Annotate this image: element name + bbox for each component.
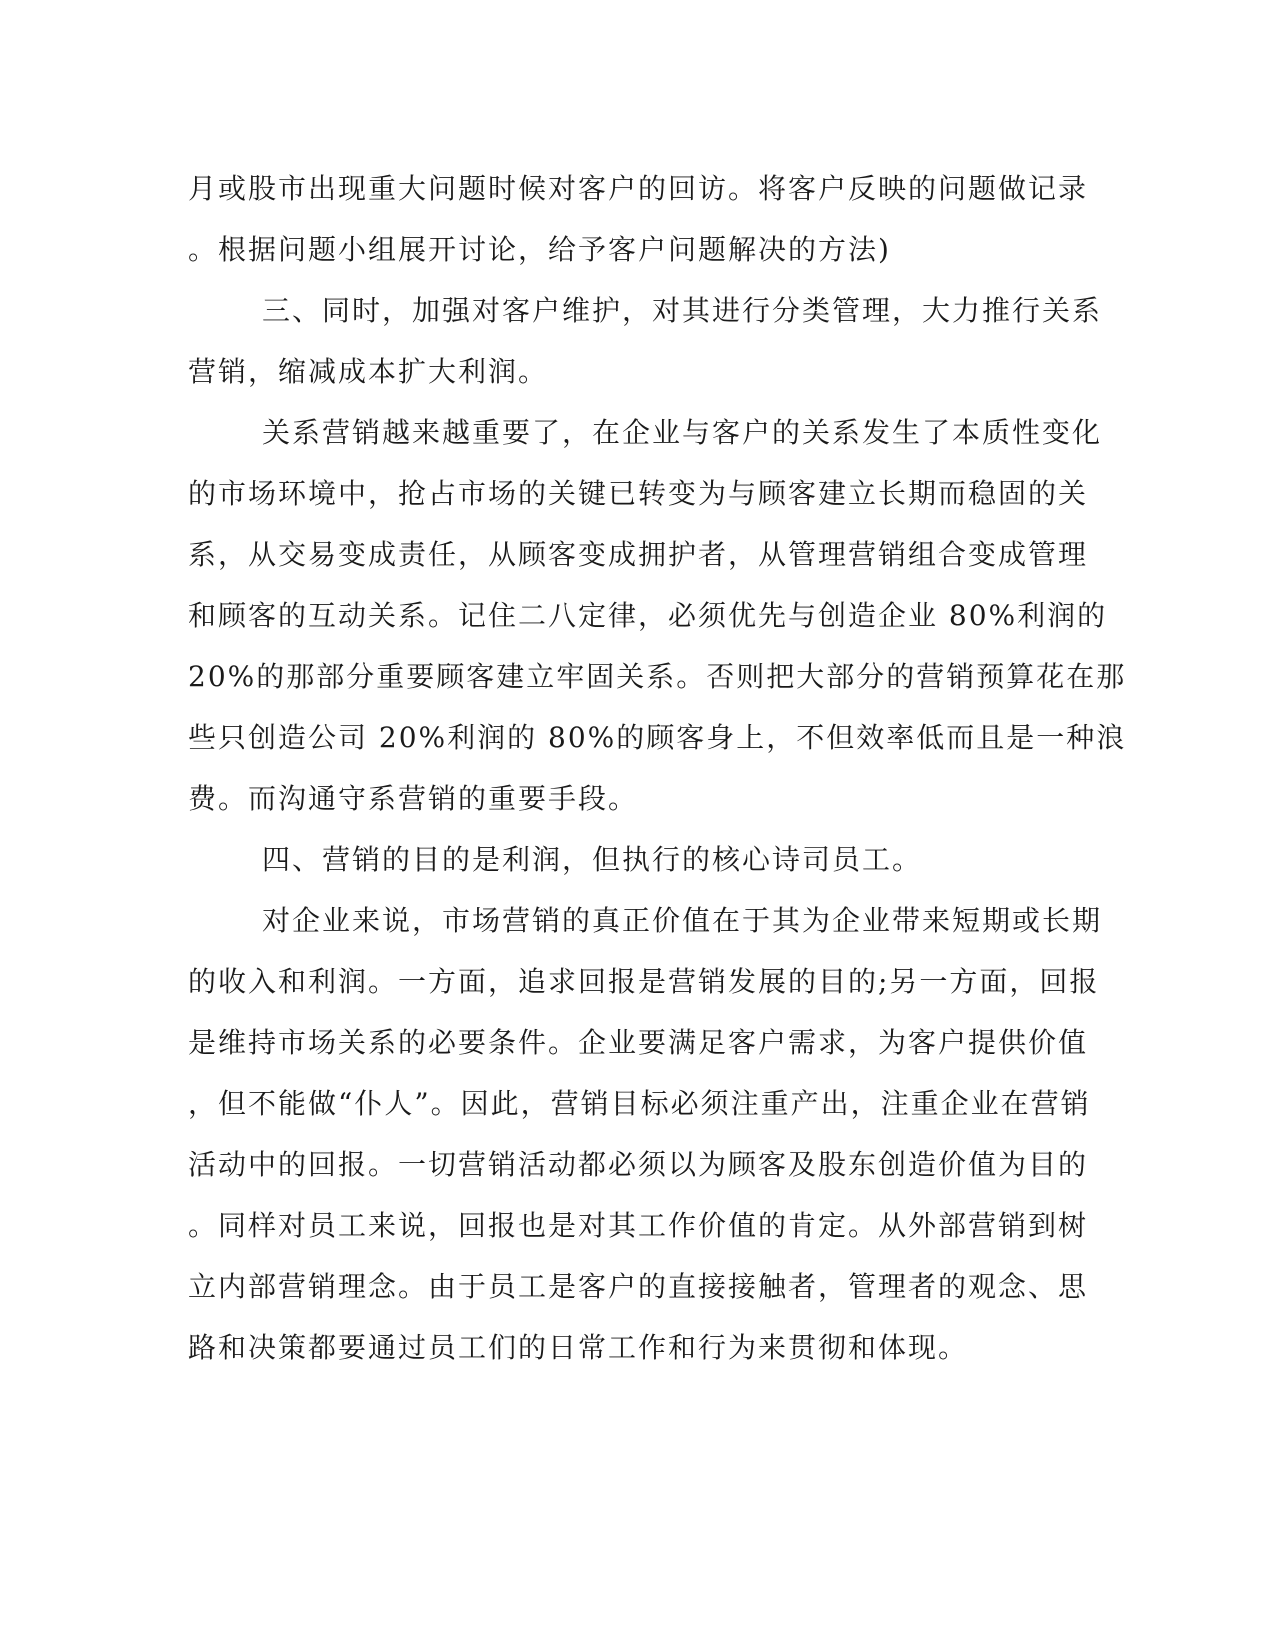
text-line: 活动中的回报。一切营销活动都必须以为顾客及股东创造价值为目的 [188, 1148, 1089, 1181]
paragraph-start: 关系营销越来越重要了，在企业与客户的关系发生了本质性变化 [262, 416, 1103, 449]
text-line: 的市场环境中，抢占市场的关键已转变为与顾客建立长期而稳固的关 [188, 477, 1089, 510]
text-line: 是维持市场关系的必要条件。企业要满足客户需求，为客户提供价值 [188, 1026, 1089, 1059]
text-line: ，但不能做“仆人”。因此，营销目标必须注重产出，注重企业在营销 [188, 1087, 1091, 1120]
text-line: 系，从交易变成责任，从顾客变成拥护者，从管理营销组合变成管理 [188, 538, 1089, 571]
text-line: 营销，缩减成本扩大利润。 [188, 355, 549, 388]
text-line: 。根据问题小组展开讨论，给予客户问题解决的方法) [188, 233, 891, 266]
text-line: 立内部营销理念。由于员工是客户的直接接触者，管理者的观念、思 [188, 1270, 1089, 1303]
text-line: 些只创造公司 20%利润的 80%的顾客身上，不但效率低而且是一种浪 [188, 721, 1127, 754]
text-line: 费。而沟通守系营销的重要手段。 [188, 782, 639, 815]
section-heading-3: 三、同时，加强对客户维护，对其进行分类管理，大力推行关系 [262, 294, 1103, 327]
text-line: 的收入和利润。一方面，追求回报是营销发展的目的;另一方面，回报 [188, 965, 1100, 998]
paragraph-start: 对企业来说，市场营销的真正价值在于其为企业带来短期或长期 [262, 904, 1103, 937]
text-line: 20%的那部分重要顾客建立牢固关系。否则把大部分的营销预算花在那 [188, 660, 1127, 693]
text-line: 月或股市出现重大问题时候对客户的回访。将客户反映的问题做记录 [188, 172, 1089, 205]
text-line: 和顾客的互动关系。记住二八定律，必须优先与创造企业 80%利润的 [188, 599, 1108, 632]
text-line: 。同样对员工来说，回报也是对其工作价值的肯定。从外部营销到树 [188, 1209, 1089, 1242]
section-heading-4: 四、营销的目的是利润，但执行的核心诗司员工。 [262, 843, 923, 876]
body-text [188, 158, 1127, 1378]
text-line: 路和决策都要通过员工们的日常工作和行为来贯彻和体现。 [188, 1331, 969, 1364]
